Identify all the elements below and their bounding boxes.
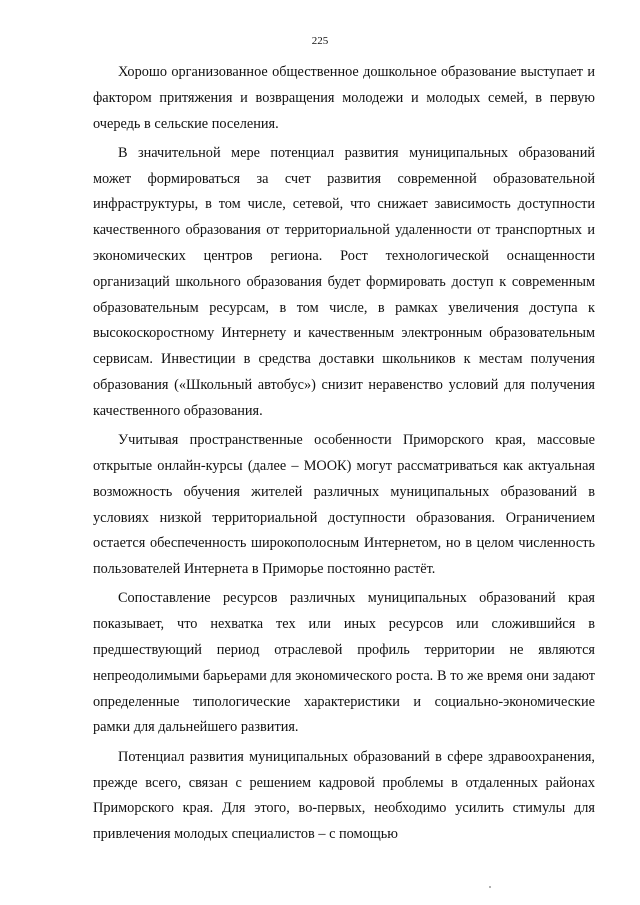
- body-text: [93, 60, 595, 848]
- paragraph-online-courses: Учитывая пространственные особенности Приморского края, массовые открытые онлайн-курсы (далее – МООК) могут рассматриваться как актуальная возможность обучения жителей различных муниципальных образований в условиях низкой территориальной доступности образования. Ограничением остается обеспеченность широкополосным Интернетом, но в целом численность пользователей Интернета в Приморье постоянно растёт.: [93, 432, 595, 578]
- paragraph-education-infrastructure: В значительной мере потенциал развития муниципальных образований может формироваться за счет развития современной образовательной инфраструктуры, в том числе, сетевой, что снижает зависимость доступности качественного образования от территориальной удаленности от транспортных и экономических центров региона. Рост технологической оснащенности организаций школьного образования будет формировать доступ к современным образовательным ресурсам, в том числе, в рамках увеличения доступа к высокоскоростному Интернету и качественным электронным образовательным сервисам. Инвестиции в средства доставки школьников к местам получения образования («Школьный автобус») снизит неравенство условий для получения качественного образования.: [93, 144, 595, 419]
- paragraph-healthcare-potential: Потенциал развития муниципальных образований в сфере здравоохранения, прежде всего, связан с решением кадровой проблемы в отдаленных районах Приморского края. Для этого, во-первых, необходимо усилить стимулы для привлечения молодых специалистов – с помощью: [93, 748, 595, 843]
- paragraph-resource-comparison: Сопоставление ресурсов различных муниципальных образований края показывает, что нехватка тех или иных ресурсов или сложившийся в предшествующий период отраслевой профиль территории не являются непреодолимыми барьерами для экономического роста. В то же время они задают определенные типологические характеристики и социально-экономические рамки для дальнейшего развития.: [93, 590, 595, 736]
- page-number: 225: [311, 35, 329, 47]
- paragraph-preschool-education: Хорошо организованное общественное дошкольное образование выступает и фактором притяжения и возвращения молодежи и молодых семей, в первую очередь в сельские поселения.: [93, 64, 595, 132]
- scan-speck: [489, 886, 491, 888]
